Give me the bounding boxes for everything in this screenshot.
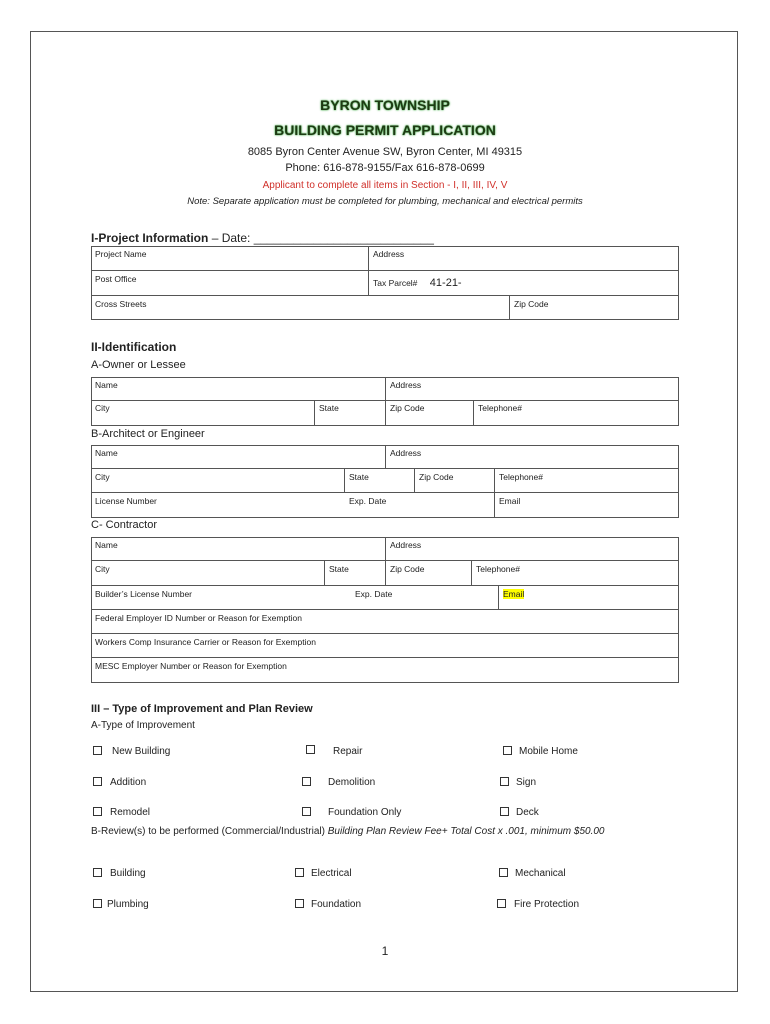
sign-checkbox[interactable] <box>500 777 509 786</box>
owner-address-field[interactable] <box>386 377 679 401</box>
tax-parcel-value: 41-21- <box>429 277 462 289</box>
owner-state-label: State <box>319 403 339 413</box>
mesc-label: MESC Employer Number or Reason for Exemption <box>95 661 287 671</box>
fire-protection-review-checkbox[interactable] <box>497 899 506 908</box>
owner-telephone-label: Telephone# <box>478 403 522 413</box>
review-heading: B-Review(s) to be performed (Commercial/Industrial) <box>91 826 325 837</box>
form-title: BUILDING PERMIT APPLICATION <box>274 122 496 138</box>
owner-zip-field[interactable] <box>386 400 474 426</box>
architect-heading: B-Architect or Engineer <box>91 428 205 440</box>
owner-zip-label: Zip Code <box>390 403 425 413</box>
demolition-checkbox[interactable] <box>302 777 311 786</box>
owner-name-label: Name <box>95 380 118 390</box>
fein-label: Federal Employer ID Number or Reason for Exemption <box>95 613 302 623</box>
repair-checkbox[interactable] <box>306 745 315 754</box>
contractor-email-label: Email <box>503 589 525 599</box>
review-fee-text: Building Plan Review Fee+ Total Cost x .001, minimum $50.00 <box>327 826 605 837</box>
contractor-exp-date-label: Exp. Date <box>355 589 393 599</box>
contractor-name-label: Name <box>95 540 118 550</box>
improvement-heading: A-Type of Improvement <box>91 720 195 731</box>
architect-telephone-field[interactable] <box>495 469 679 493</box>
page-number: 1 <box>381 944 389 958</box>
cross-streets-field[interactable] <box>91 295 510 320</box>
owner-heading: A-Owner or Lessee <box>91 359 186 371</box>
mobile-home-checkbox[interactable] <box>503 746 512 755</box>
contractor-license-field[interactable] <box>91 586 351 610</box>
remodel-label: Remodel <box>110 807 151 818</box>
mechanical-review-label: Mechanical <box>515 868 566 879</box>
tax-parcel-field[interactable] <box>369 271 679 296</box>
mechanical-review-checkbox[interactable] <box>499 868 508 877</box>
architect-exp-date-label: Exp. Date <box>349 496 387 506</box>
foundation-review-label: Foundation <box>311 899 362 910</box>
electrical-review-checkbox[interactable] <box>295 868 304 877</box>
sign-label: Sign <box>516 777 537 788</box>
architect-name-label: Name <box>95 448 118 458</box>
repair-label: Repair <box>333 746 363 757</box>
township-title: BYRON TOWNSHIP <box>320 97 450 113</box>
contractor-address-label: Address <box>390 540 422 550</box>
separate-application-note: Note: Separate application must be completed for plumbing, mechanical and electrical permits <box>187 196 583 207</box>
foundation-only-label: Foundation Only <box>328 807 402 818</box>
township-address: 8085 Byron Center Avenue SW, Byron Center, MI 49315 <box>247 146 523 158</box>
addition-label: Addition <box>110 777 147 788</box>
section1-title: I-Project Information <box>91 231 209 245</box>
owner-name-field[interactable] <box>91 377 386 401</box>
owner-state-field[interactable] <box>315 400 386 426</box>
post-office-label: Post Office <box>95 274 137 284</box>
architect-city-field[interactable] <box>91 469 345 493</box>
owner-city-label: City <box>95 403 110 413</box>
project-name-label: Project Name <box>95 249 147 259</box>
foundation-only-checkbox[interactable] <box>302 807 311 816</box>
architect-exp-date-field[interactable] <box>345 493 495 518</box>
addition-checkbox[interactable] <box>93 777 102 786</box>
project-name-field[interactable] <box>91 246 369 271</box>
mobile-home-label: Mobile Home <box>519 746 578 757</box>
section1-heading <box>91 231 434 245</box>
cross-streets-label: Cross Streets <box>95 299 147 309</box>
building-review-label: Building <box>110 868 146 879</box>
contractor-telephone-field[interactable] <box>472 561 679 586</box>
remodel-checkbox[interactable] <box>93 807 102 816</box>
plumbing-review-checkbox[interactable] <box>93 899 102 908</box>
foundation-review-checkbox[interactable] <box>295 899 304 908</box>
architect-name-field[interactable] <box>91 445 386 469</box>
section2-heading: II-Identification <box>91 340 177 354</box>
demolition-label: Demolition <box>328 777 376 788</box>
contractor-exp-date-field[interactable] <box>351 586 499 610</box>
workers-comp-field[interactable] <box>91 634 679 658</box>
workers-comp-label: Workers Comp Insurance Carrier or Reason for Exemption <box>95 637 316 647</box>
project-date-field[interactable]: – Date: ___________________________ <box>211 231 434 245</box>
project-zip-label: Zip Code <box>514 299 549 309</box>
architect-zip-label: Zip Code <box>419 472 454 482</box>
contractor-zip-field[interactable] <box>386 561 472 586</box>
architect-address-label: Address <box>390 448 422 458</box>
owner-telephone-field[interactable] <box>474 400 679 426</box>
plumbing-review-label: Plumbing <box>107 899 149 910</box>
contractor-email-field[interactable] <box>499 586 679 610</box>
contractor-telephone-label: Telephone# <box>476 564 520 574</box>
owner-city-field[interactable] <box>91 400 315 426</box>
architect-city-label: City <box>95 472 110 482</box>
project-address-label: Address <box>373 249 405 259</box>
deck-checkbox[interactable] <box>500 807 509 816</box>
architect-license-label: License Number <box>95 496 157 506</box>
deck-label: Deck <box>516 807 539 818</box>
fire-protection-review-label: Fire Protection <box>514 899 580 910</box>
post-office-field[interactable] <box>91 271 369 296</box>
contractor-address-field[interactable] <box>386 537 679 561</box>
contractor-city-label: City <box>95 564 110 574</box>
project-zip-field[interactable] <box>510 295 679 320</box>
instruction-text: Applicant to complete all items in Section - I, II, III, IV, V <box>262 180 508 191</box>
contractor-name-field[interactable] <box>91 537 386 561</box>
fein-field[interactable] <box>91 610 679 634</box>
owner-address-label: Address <box>390 380 422 390</box>
contractor-zip-label: Zip Code <box>390 564 425 574</box>
architect-state-label: State <box>349 472 369 482</box>
review-heading-line <box>91 826 604 837</box>
architect-email-label: Email <box>499 496 521 506</box>
contractor-heading: C- Contractor <box>91 519 158 531</box>
building-review-checkbox[interactable] <box>93 868 102 877</box>
architect-email-field[interactable] <box>495 493 679 518</box>
new-building-label: New Building <box>112 746 171 757</box>
architect-telephone-label: Telephone# <box>499 472 543 482</box>
project-address-field[interactable] <box>369 246 679 271</box>
architect-state-field[interactable] <box>345 469 415 493</box>
mesc-field[interactable] <box>91 658 679 683</box>
contractor-state-label: State <box>329 564 349 574</box>
contractor-state-field[interactable] <box>325 561 386 586</box>
architect-zip-field[interactable] <box>415 469 495 493</box>
tax-parcel-label: Tax Parcel# <box>373 278 418 288</box>
section3-heading: III – Type of Improvement and Plan Review <box>91 703 313 715</box>
architect-license-field[interactable] <box>91 493 345 518</box>
new-building-checkbox[interactable] <box>93 746 102 755</box>
architect-address-field[interactable] <box>386 445 679 469</box>
township-phone: Phone: 616-878-9155/Fax 616-878-0699 <box>285 162 485 174</box>
contractor-city-field[interactable] <box>91 561 325 586</box>
contractor-license-label: Builder’s License Number <box>95 589 193 599</box>
electrical-review-label: Electrical <box>311 868 352 879</box>
